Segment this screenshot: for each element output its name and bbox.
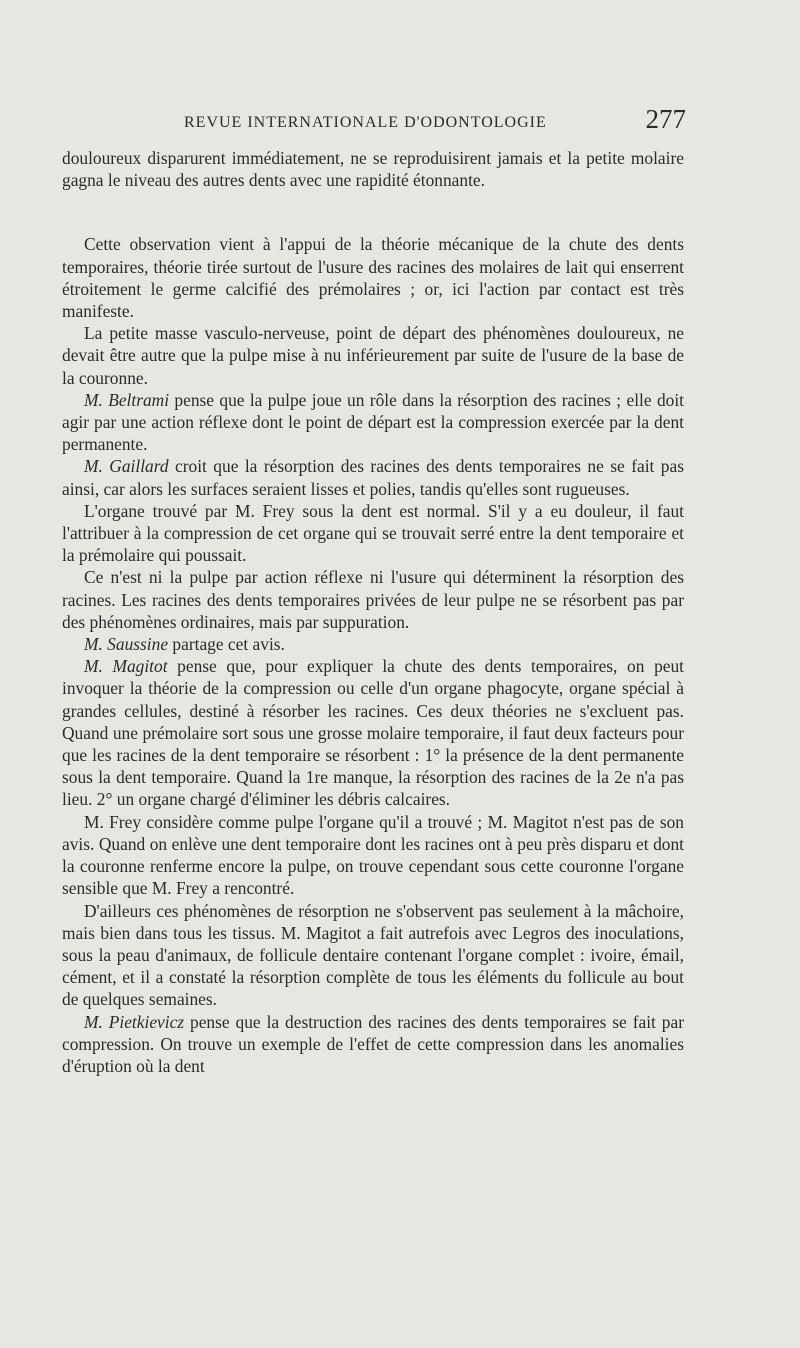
paragraph xyxy=(62,633,684,655)
paragraph xyxy=(62,455,684,499)
paragraph xyxy=(62,655,684,810)
paragraph xyxy=(62,147,684,191)
paragraph-text: Cette observation vient à l'appui de la théorie mécanique de la chute des dents temporaires, théorie tirée surtout de l'usure des racines des molaires de lait qui enserrent étroitement le germe calcifié des prémolaires ; or, ici l'action par contact est très manifeste. xyxy=(62,234,684,322)
speaker-name: M. Magitot xyxy=(84,656,168,677)
paragraph-text: pense que la destruction des racines des dents temporaires se fait par compression. On trouve un exemple de l'effet de cette compression dans les anomalies d'éruption où la dent xyxy=(62,1011,684,1076)
paragraph-text: La petite masse vasculo-nerveuse, point de départ des phénomènes douloureux, ne devait être autre que la pulpe mise à nu inférieurement par suite de l'usure de la base de la couronne. xyxy=(62,323,684,388)
paragraph xyxy=(62,389,684,456)
paragraph-text: Ce n'est ni la pulpe par action réflexe ni l'usure qui déterminent la résorption des racines. Les racines des dents temporaires privées de leur pulpe ne se résorbent pas par des phénomènes ordinaires, mais par suppuration. xyxy=(62,567,684,632)
paragraph xyxy=(62,233,684,322)
paragraph xyxy=(62,500,684,567)
paragraph xyxy=(62,322,684,389)
paragraph-text: M. Frey considère comme pulpe l'organe qu'il a trouvé ; M. Magitot n'est pas de son avis. Quand on enlève une dent temporaire dont les racines ont à peu près disparu et dont la couronne renferme encore la pulpe, on trouve cependant sous cette couronne l'organe sensible que M. Frey a rencontré. xyxy=(62,811,684,899)
paragraph-text: douloureux disparurent immédiatement, ne se reproduisirent jamais et la petite molaire gagna le niveau des autres dents avec une rapidité étonnante. xyxy=(62,148,684,191)
speaker-name: M. Saussine xyxy=(84,634,169,655)
paragraph xyxy=(62,1011,684,1078)
paragraph-text: pense que, pour expliquer la chute des dents temporaires, on peut invoquer la théorie de la compression ou celle d'un organe phagocyte, organe spécial à grandes cellules, destiné à résorber les racines. Ces deux théories ne s'excluent pas. Quand une prémolaire sort sous une grosse molaire temporaire, il faut deux facteurs pour que les racines de la dent temporaire se résorbent : 1° la présence de la dent permanente sous la dent temporaire. Quand la 1re manque, la résorption des racines de la 2e n'a pas lieu. 2° un organe chargé d'éliminer les débris calcaires. xyxy=(62,656,685,810)
paragraph-text: L'organe trouvé par M. Frey sous la dent est normal. S'il y a eu douleur, il faut l'attribuer à la compression de cet organe qui se trouvait serré entre la dent temporaire et la prémolaire qui poussait. xyxy=(62,500,684,566)
paragraph-text: partage cet avis. xyxy=(168,634,285,655)
page-number: 277 xyxy=(645,104,686,134)
speaker-name: M. Pietkievicz xyxy=(84,1011,185,1032)
paragraph-text: D'ailleurs ces phénomènes de résorption ne s'observent pas seulement à la mâchoire, mais bien dans tous les tissus. M. Magitot a fait autrefois avec Legros des inoculations, sous la peau d'animaux, de follicule dentaire contenant l'organe complet : ivoire, émail, cément, et il a constaté la résorption complète de tous les éléments du follicule au bout de quelques semaines. xyxy=(62,900,684,1010)
page-header xyxy=(62,104,686,138)
body-text xyxy=(62,147,684,1077)
paragraph-text: pense que la pulpe joue un rôle dans la résorption des racines ; elle doit agir par une action réflexe dont le point de départ est la compression exercée par la dent permanente. xyxy=(62,389,685,455)
speaker-name: M. Beltrami xyxy=(84,389,170,410)
paragraph xyxy=(62,811,684,900)
paragraph-text: croit que la résorption des racines des dents temporaires ne se fait pas ainsi, car alors les surfaces seraient lisses et polies, tandis qu'elles sont rugueuses. xyxy=(62,456,684,499)
paragraph xyxy=(62,566,684,633)
paragraph xyxy=(62,900,684,1011)
speaker-name: M. Gaillard xyxy=(84,456,169,477)
running-title: REVUE INTERNATIONALE D'ODONTOLOGIE xyxy=(184,114,547,131)
